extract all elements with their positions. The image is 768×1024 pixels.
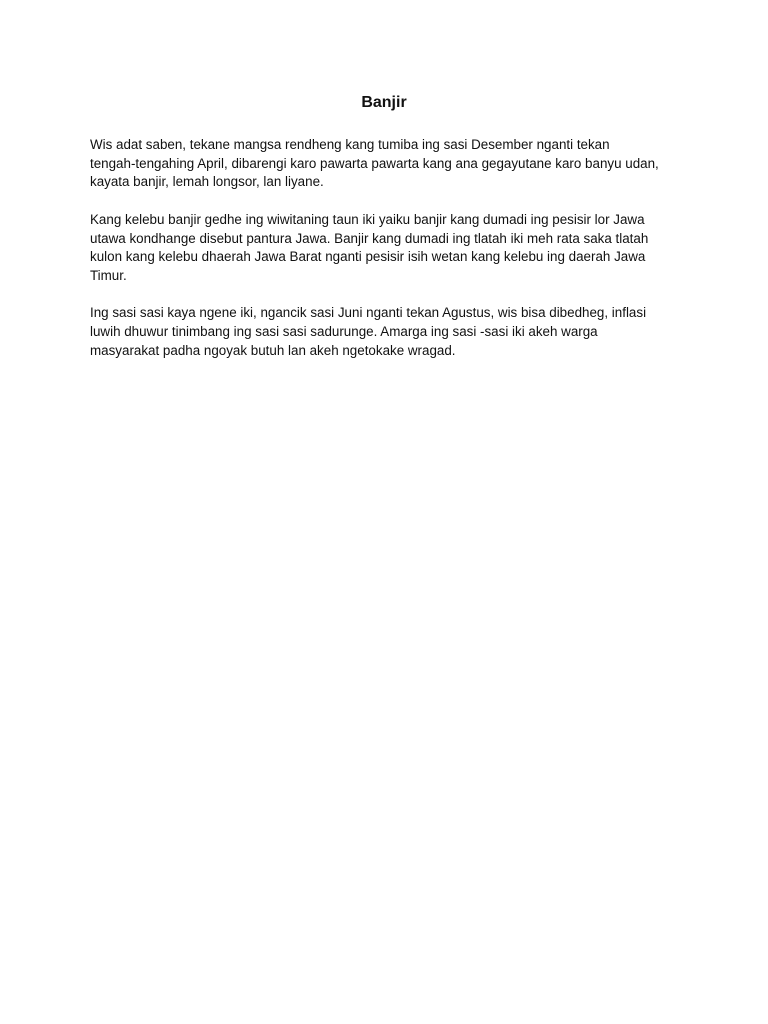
paragraph-1: Wis adat saben, tekane mangsa rendheng kang tumiba ing sasi Desember nganti tekan tengah-tengahing April, dibarengi karo pawarta pawarta kang ana gegayutane karo banyu udan, kayata banjir, lemah longsor, lan liyane. — [90, 137, 659, 190]
paragraph-2: Kang kelebu banjir gedhe ing wiwitaning taun iki yaiku banjir kang dumadi ing pesisir lor Jawa utawa kondhange disebut pantura Jawa. Banjir kang dumadi ing tlatah iki meh rata saka tlatah kulon kang kelebu dhaerah Jawa Barat nganti pesisir isih wetan kang kelebu ing daerah Jawa Timur. — [90, 211, 649, 283]
document-title: Banjir — [361, 94, 407, 111]
paragraph-3: Ing sasi sasi kaya ngene iki, ngancik sasi Juni nganti tekan Agustus, wis bisa dibedheg, inflasi luwih dhuwur tinimbang ing sasi sasi sadurunge. Amarga ing sasi -sasi iki akeh warga masyarakat padha ngoyak butuh lan akeh ngetokake wragad. — [90, 305, 647, 358]
document-body — [90, 136, 680, 379]
